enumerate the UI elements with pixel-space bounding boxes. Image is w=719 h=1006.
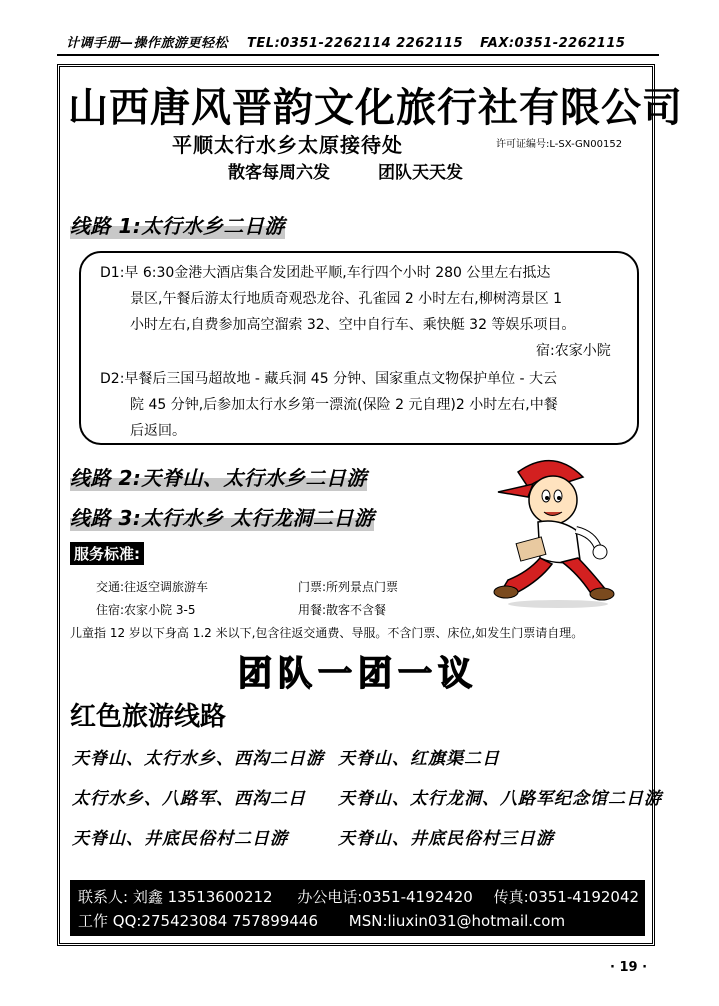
service-tickets: 门票:所列景点门票 [298, 580, 399, 594]
red-route-item: 天脊山、太行水乡、西沟二日游 [72, 749, 324, 769]
d2-line-3: 后返回。 [130, 423, 186, 439]
schedule-group: 团队天天发 [378, 163, 463, 183]
footer-row-1 [78, 886, 639, 907]
red-route-item: 天脊山、井底民俗村二日游 [72, 829, 288, 849]
route1-title: 线路 1:太行水乡二日游 [70, 210, 285, 239]
d1-line-3: 小时左右,自费参加高空溜索 32、空中自行车、乘快艇 32 等娱乐项目。 [130, 317, 576, 333]
header-fax: FAX:0351-2262115 [480, 36, 626, 51]
service-meals: 用餐:散客不含餐 [298, 603, 387, 617]
service-title: 服务标准: [70, 542, 144, 565]
header-tagline: 计调手册—操作旅游更轻松 [66, 36, 229, 51]
footer-contact: 联系人: 刘鑫 13513600212 [78, 888, 273, 906]
red-route-item: 天脊山、太行龙洞、八路军纪念馆二日游 [338, 789, 662, 809]
red-route-item: 太行水乡、八路军、西沟二日 [72, 789, 306, 809]
red-route-item: 天脊山、井底民俗村三日游 [338, 829, 554, 849]
route2-title: 线路 2:天脊山、太行水乡二日游 [70, 462, 367, 491]
license-number: 许可证编号:L-SX-GN00152 [496, 139, 623, 150]
red-route-item: 天脊山、红旗渠二日 [338, 749, 500, 769]
schedule-individual: 散客每周六发 [228, 163, 330, 183]
children-policy: 儿童指 12 岁以下身高 1.2 米以下,包含往返交通费、导服。不含门票、床位,如发生门票请自理。 [70, 626, 584, 640]
team-slogan: 团队一团一议 [238, 654, 478, 694]
cartoon-boy-illustration [478, 452, 638, 612]
footer-fax: 传真:0351-4192042 [493, 888, 640, 906]
d2-line-1: D2:早餐后三国马超故地 - 藏兵洞 45 分钟、国家重点文物保护单位 - 大云 [100, 371, 558, 387]
header-rule [57, 54, 659, 56]
page-number: · 19 · [610, 960, 648, 975]
d1-line-2: 景区,午餐后游太行地质奇观恐龙谷、孔雀园 2 小时左右,柳树湾景区 1 [130, 291, 563, 307]
d2-line-2: 院 45 分钟,后参加太行水乡第一漂流(保险 2 元自理)2 小时左右,中餐 [130, 397, 558, 413]
footer-msn: MSN:liuxin031@hotmail.com [348, 912, 566, 930]
footer-row-2 [78, 910, 565, 931]
departure-schedule [228, 158, 463, 183]
footer-office-phone: 办公电话:0351-4192420 [297, 888, 473, 906]
d1-stay: 宿:农家小院 [536, 343, 611, 359]
company-subtitle: 平顺太行水乡太原接待处 [172, 133, 403, 157]
header-tel: TEL:0351-2262114 2262115 [247, 36, 464, 51]
route3-title: 线路 3:太行水乡 太行龙洞二日游 [70, 502, 374, 531]
company-name: 山西唐风晋韵文化旅行社有限公司 [68, 84, 683, 131]
red-tourism-title: 红色旅游线路 [70, 702, 227, 732]
d1-line-1: D1:早 6:30金港大酒店集合发团赴平顺,车行四个小时 280 公里左右抵达 [100, 265, 551, 281]
service-lodging: 住宿:农家小院 3-5 [96, 603, 196, 617]
footer-qq: 工作 QQ:275423084 757899446 [78, 912, 318, 930]
contact-footer [70, 880, 645, 936]
page-header [66, 32, 656, 51]
service-transport: 交通:往返空调旅游车 [96, 580, 209, 594]
